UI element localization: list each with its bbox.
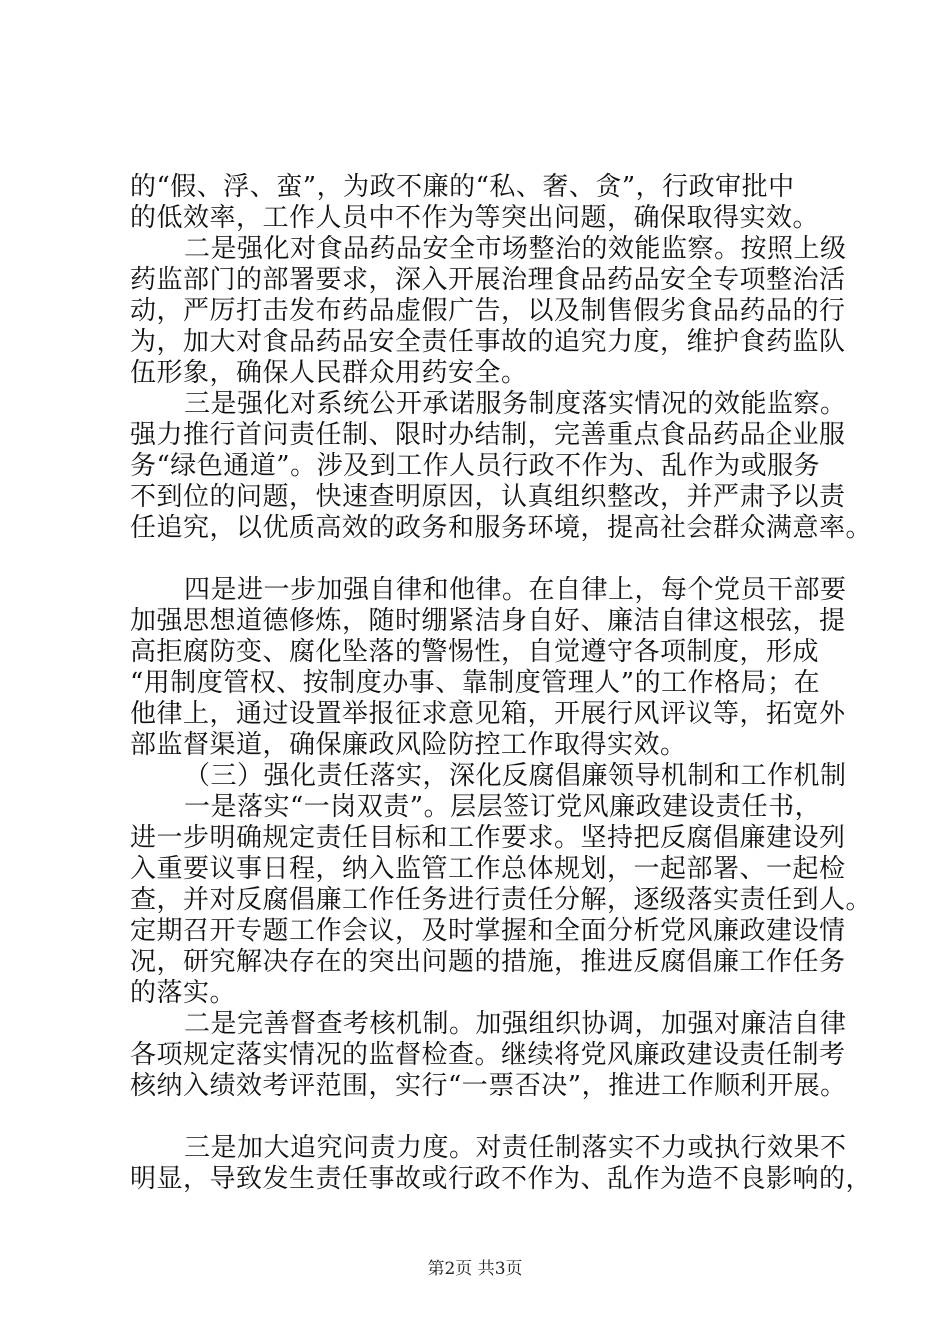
text-line: 查，并对反腐倡廉工作任务进行责任分解，逐级落实责任到人。: [130, 885, 873, 915]
text-line: 三是加大追究问责力度。对责任制落实不力或执行效果不: [184, 1133, 847, 1163]
paragraph: [130, 172, 842, 234]
text-line: “用制度管权、按制度办事、靠制度管理人”的工作格局；在: [130, 668, 821, 698]
text-line: 核纳入绩效考评范围，实行“一票否决”，推进工作顺利开展。: [130, 1071, 847, 1101]
text-line: 况，研究解决存在的突出问题的措施，推进反腐倡廉工作任务: [130, 947, 846, 977]
paragraph: [130, 389, 873, 544]
text-line: 动，严厉打击发布药品虚假广告，以及制售假劣食品药品的行: [130, 296, 846, 326]
text-line: 任追究，以优质高效的政务和服务环境，提高社会群众满意率。: [130, 513, 873, 543]
text-line: 加强思想道德修炼，随时绷紧洁身自好、廉洁自律这根弦，提: [130, 606, 846, 636]
paragraph: [130, 1009, 847, 1102]
text-line: 定期召开专题工作会议，及时掌握和全面分析党风廉政建设情: [130, 916, 846, 946]
paragraph: [130, 792, 873, 1009]
text-line: 的低效率，工作人员中不作为等突出问题，确保取得实效。: [130, 203, 820, 233]
text-line: 三是强化对系统公开承诺服务制度落实情况的效能监察。: [184, 389, 847, 419]
text-line: 四是进一步加强自律和他律。在自律上，每个党员干部要: [184, 575, 847, 605]
text-line: 明显，导致发生责任事故或行政不作为、乱作为造不良影响的，: [130, 1164, 873, 1194]
text-line: 二是强化对食品药品安全市场整治的效能监察。按照上级: [184, 234, 847, 264]
text-line: 各项规定落实情况的监督检查。继续将党风廉政建设责任制考: [130, 1040, 846, 1070]
page-footer: 第2页 共3页: [427, 1259, 523, 1279]
text-line: 他律上，通过设置举报征求意见箱，开展行风评议等，拓宽外: [130, 699, 846, 729]
text-line: 强力推行首问责任制、限时办结制，完善重点食品药品企业服: [130, 420, 846, 450]
text-line: 务“绿色通道”。涉及到工作人员行政不作为、乱作为或服务: [130, 451, 821, 481]
text-line: 不到位的问题，快速查明原因，认真组织整改，并严肃予以责: [130, 482, 846, 512]
paragraph: [130, 234, 847, 389]
text-line: 伍形象，确保人民群众用药安全。: [130, 358, 528, 388]
text-line: 高拒腐防变、腐化坠落的警惕性，自觉遵守各项制度，形成: [130, 637, 820, 667]
paragraph-gap: [130, 1102, 842, 1133]
text-line: 为，加大对食品药品安全责任事故的追究力度，维护食药监队: [130, 327, 846, 357]
text-line: （三）强化责任落实，深化反腐倡廉领导机制和工作机制: [184, 761, 847, 791]
paragraph: [130, 575, 847, 761]
paragraph-gap: [130, 544, 842, 575]
text-line: 一是落实“一岗双责”。层层签订党风廉政建设责任书，: [184, 792, 822, 822]
text-line: 入重要议事日程，纳入监管工作总体规划，一起部署、一起检: [130, 854, 846, 884]
document-body: [130, 172, 873, 1195]
paragraph: [130, 761, 847, 792]
text-line: 进一步明确规定责任目标和工作要求。坚持把反腐倡廉建设列: [130, 823, 846, 853]
text-line: 的“假、浮、蛮”，为政不廉的“私、奢、贪”，行政审批中: [130, 172, 795, 202]
text-line: 二是完善督查考核机制。加强组织协调，加强对廉洁自律: [184, 1009, 847, 1039]
text-line: 药监部门的部署要求，深入开展治理食品药品安全专项整治活: [130, 265, 846, 295]
text-line: 部监督渠道，确保廉政风险防控工作取得实效。: [130, 730, 687, 760]
text-line: 的落实。: [130, 978, 237, 1008]
paragraph: [130, 1133, 873, 1195]
